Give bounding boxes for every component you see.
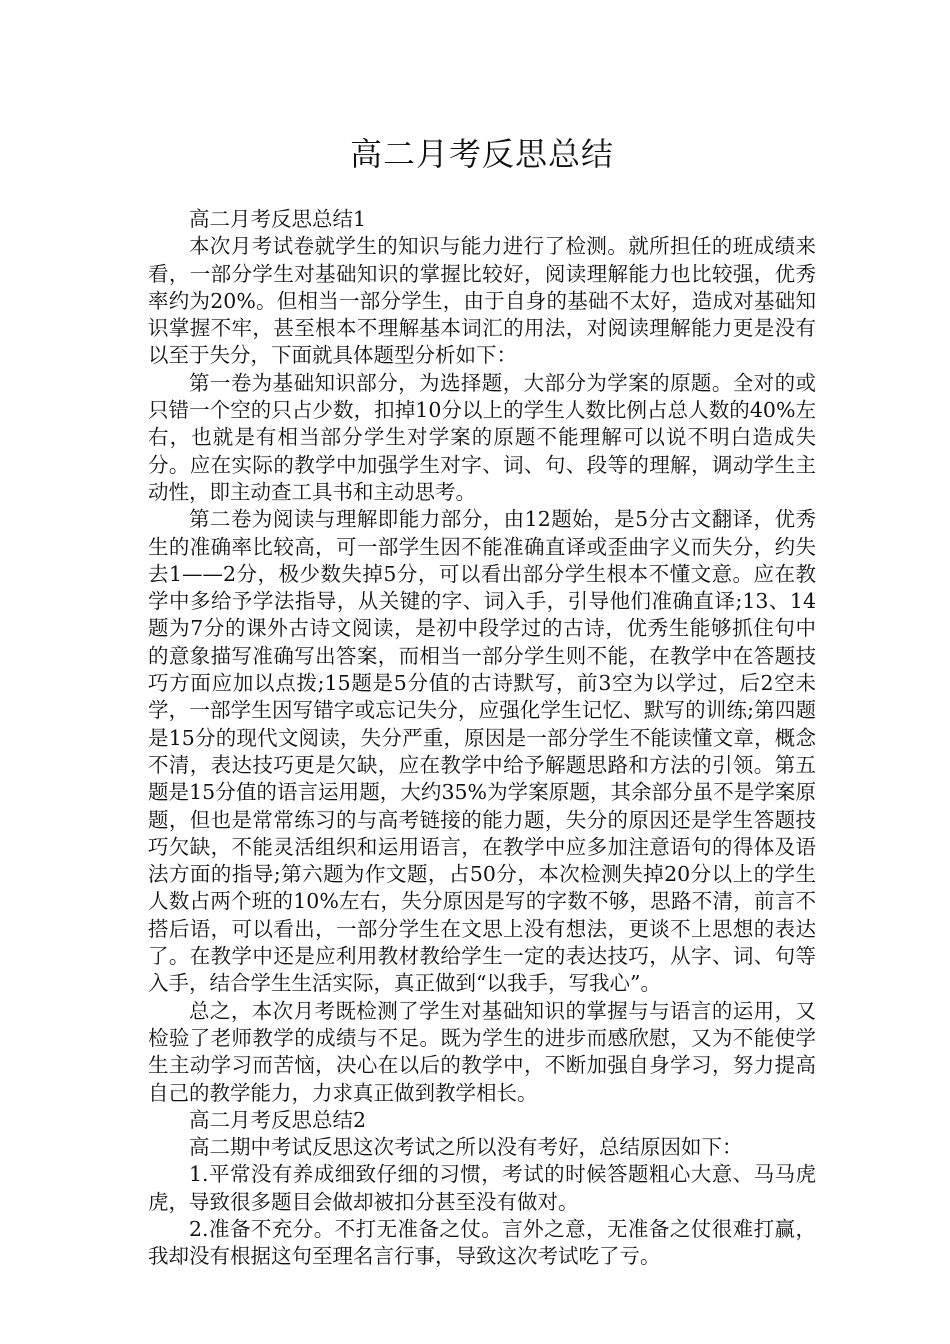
section-heading-1: 高二月考反思总结1 xyxy=(189,207,367,231)
section-2-paragraph-2: 1.平常没有养成细致仔细的习惯，考试的时候答题粗心大意、马马虎虎，导致很多题目会做却被扣分甚至没有做对。 xyxy=(148,1162,816,1214)
section-1-paragraph-4: 总之，本次月考既检测了学生对基础知识的掌握与与语言的运用，又检验了老师教学的成绩与不足。既为学生的进步而感欣慰，又为不能使学生主动学习而苦恼，决心在以后的教学中，不断加强自身学习，努力提高自己的教学能力，力求真正做到教学相长。 xyxy=(148,998,816,1105)
section-heading-2: 高二月考反思总结2 xyxy=(189,1107,367,1132)
section-1-paragraph-1: 本次月考试卷就学生的知识与能力进行了检测。就所担任的班成绩来看，一部分学生对基础知识的掌握比较好，阅读理解能力也比较强，优秀率约为20%。但相当一部分学生，由于自身的基础不太好，造成对基础知识掌握不牢，甚至根本不理解基本词汇的用法，对阅读理解能力更是没有以至于失分，下面就具体题型分析如下： xyxy=(148,234,816,368)
document-title: 高二月考反思总结 xyxy=(349,135,614,173)
section-1-paragraph-2: 第一卷为基础知识部分，为选择题，大部分为学案的原题。全对的或只错一个空的只占少数，扣掉10分以上的学生人数比例占总人数的40%左右，也就是有相当部分学生对学案的原题不能理解可以说不明白造成失分。应在实际的教学中加强学生对字、词、句、段等的理解，调动学生主动性，即主动查工具书和主动思考。 xyxy=(148,370,816,504)
section-2-paragraph-1: 高二期中考试反思这次考试之所以没有考好，总结原因如下： xyxy=(189,1135,743,1160)
document-page xyxy=(148,120,816,1271)
section-2-paragraph-3: 2.准备不充分。不打无准备之仗。言外之意，无准备之仗很难打赢，我却没有根据这句至理名言行事，导致这次考试吃了亏。 xyxy=(148,1216,816,1269)
section-1-paragraph-3: 第二卷为阅读与理解即能力部分，由12题始，是5分古文翻译，优秀生的准确率比较高，可一部学生因不能准确直译或歪曲字义而失分，约失去1——2分，极少数失掉5分，可以看出部分学生根本不懂文意。应在教学中多给予学法指导，从关键的字、词入手，引导他们准确直译;13、14题为7分的课外古诗文阅读，是初中段学过的古诗，优秀生能够抓住句中的意象描写准确写出答案，而相当一部分学生则不能，在教学中在答题技巧方面应加以点拨;15题是5分值的古诗默写，前3空为以学过，后2空未学，一部学生因写错字或忘记失分，应强化学生记忆、默写的训练;第四题是15分的现代文阅读，失分严重，原因是一部分学生不能读懂文章，概念不清，表达技巧更是欠缺，应在教学中给予解题思路和方法的引领。第五题是15分值的语言运用题，大约35%为学案原题，其余部分虽不是学案原题，但也是常常练习的与高考链接的能力题，失分的原因还是学生答题技巧欠缺，不能灵活组织和运用语言，在教学中应多加注意语句的得体及语法方面的指导;第六题为作文题，占50分，本次检测失掉20分以上的学生人数占两个班的10%左右，失分原因是写的字数不够，思路不清，前言不搭后语，可以看出，一部分学生在文思上没有想法，更谈不上思想的表达了。在教学中还是应利用教材教给学生一定的表达技巧，从字、词、句等入手，结合学生生活实际，真正做到“以我手，写我心”。 xyxy=(148,507,816,996)
